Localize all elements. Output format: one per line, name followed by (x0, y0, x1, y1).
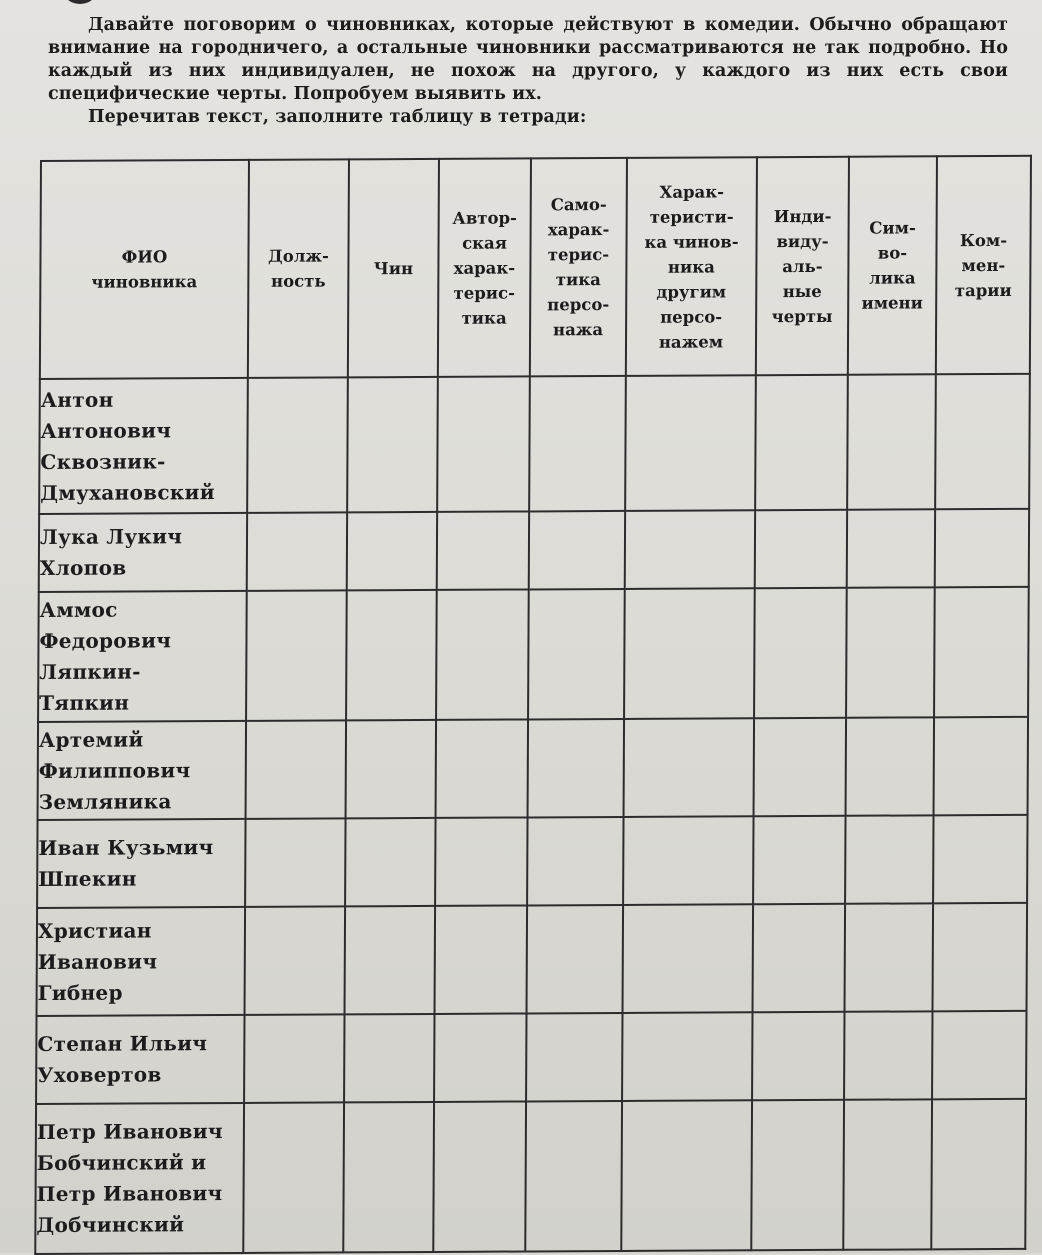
official-name: Лука Лукич Хлопов (39, 513, 247, 592)
table-cell (623, 816, 753, 905)
header-comments: Ком- мен- тарии (936, 156, 1031, 375)
table-cell (437, 376, 530, 511)
header-characteristic-by-others: Харак- теристи- ка чинов- ника другим персо- нажем (626, 157, 757, 376)
table-cell (528, 589, 625, 720)
official-name: Артемий Филиппович Земляника (38, 721, 247, 820)
table-row (36, 1011, 1026, 1104)
table-cell (755, 510, 847, 588)
table-cell (753, 816, 845, 904)
table-cell (622, 1012, 752, 1101)
table-cell (845, 903, 934, 1011)
table-cell (347, 512, 437, 590)
table-cell (623, 904, 754, 1013)
table-cell (436, 719, 529, 817)
header-position: Долж- ность (248, 159, 349, 378)
table-cell (529, 511, 625, 590)
table-cell (345, 906, 436, 1014)
table-cell (847, 374, 936, 509)
table-cell (931, 1099, 1026, 1249)
table-row (39, 509, 1029, 592)
table-cell (435, 905, 528, 1013)
table-cell (843, 1099, 932, 1249)
table-cell (435, 817, 527, 905)
table-cell (846, 587, 935, 717)
table-cell (246, 720, 347, 819)
header-fio: ФИО чиновника (40, 160, 249, 379)
table-cell (847, 509, 935, 587)
table-cell (527, 817, 623, 906)
table-cell (528, 719, 625, 818)
table-row (37, 815, 1027, 908)
official-name: Петр Иванович Бобчинский и Петр Иванович Добчинский (35, 1103, 244, 1254)
table-cell (751, 1100, 844, 1250)
header-rank: Чин (348, 159, 439, 377)
task-number-marker (60, 0, 100, 4)
table-cell (753, 904, 846, 1012)
intro-paragraph: Давайте поговорим о чиновниках, которые действуют в комедии. Обычно обращают внимание на городничего, а остальные чиновники рассматриваются не так подробно. Но каждый из них индивидуален, не похож на другого, у каждого из них есть свои специфические черты. Попробуем выявить их. (48, 15, 1008, 104)
intro-text (48, 14, 1008, 129)
table-cell (247, 377, 348, 513)
task-instruction: Перечитав текст, заполните таблицу в тетради: (88, 107, 587, 127)
table-cell (346, 720, 437, 818)
table-cell (527, 905, 624, 1014)
table-cell (525, 1101, 622, 1252)
table-cell (434, 1013, 526, 1101)
table-cell (844, 1011, 932, 1099)
table-row (35, 1099, 1026, 1254)
table-cell (245, 906, 346, 1015)
table-cell (625, 510, 755, 589)
table-cell (624, 718, 755, 817)
table-cell (244, 1014, 344, 1103)
official-name: Антон Антонович Сквозник- Дмухановский (39, 378, 248, 514)
table-cell (932, 1011, 1026, 1099)
table-cell (934, 717, 1029, 815)
official-name: Степан Ильич Уховертов (36, 1015, 244, 1104)
table-cell (345, 818, 435, 906)
table-cell (436, 589, 529, 719)
table-cell (433, 1101, 526, 1251)
table-row (37, 903, 1028, 1016)
table-cell (845, 815, 933, 903)
table-cell (346, 590, 437, 720)
header-author-characteristic: Автор- ская харак- терис- тика (438, 158, 531, 376)
table-cell (755, 375, 848, 510)
table-cell (754, 588, 847, 718)
official-name: Христиан Иванович Гибнер (37, 907, 246, 1016)
table-cell (347, 377, 438, 512)
table-row (38, 587, 1029, 722)
table-cell (935, 374, 1030, 509)
table-cell (344, 1014, 434, 1102)
table-cell (246, 590, 347, 721)
table-cell (754, 718, 847, 816)
table-cell (245, 818, 345, 907)
table-cell (529, 376, 626, 512)
table-row (39, 374, 1030, 514)
table-cell (752, 1012, 844, 1100)
table-header-row (40, 156, 1031, 379)
header-name-symbolism: Сим- во- лика имени (848, 156, 937, 374)
table-cell (934, 587, 1029, 717)
table-cell (621, 1100, 752, 1251)
table-cell (625, 375, 756, 511)
table-row (38, 717, 1028, 820)
table-cell (933, 815, 1027, 903)
officials-table (34, 155, 1032, 1255)
table-cell (526, 1013, 622, 1102)
table-cell (247, 512, 347, 591)
header-individual-traits: Инди- виду- аль- ные черты (756, 157, 849, 375)
table-cell (846, 717, 935, 815)
table-cell (437, 511, 529, 589)
table-cell (933, 903, 1028, 1011)
header-self-characteristic: Само- харак- терис- тика персо- нажа (530, 158, 627, 377)
table-cell (243, 1102, 344, 1253)
table-cell (624, 588, 755, 719)
table-cell (343, 1102, 434, 1252)
table-cell (935, 509, 1029, 587)
official-name: Аммос Федорович Ляпкин- Тяпкин (38, 591, 247, 722)
official-name: Иван Кузьмич Шпекин (37, 819, 245, 908)
